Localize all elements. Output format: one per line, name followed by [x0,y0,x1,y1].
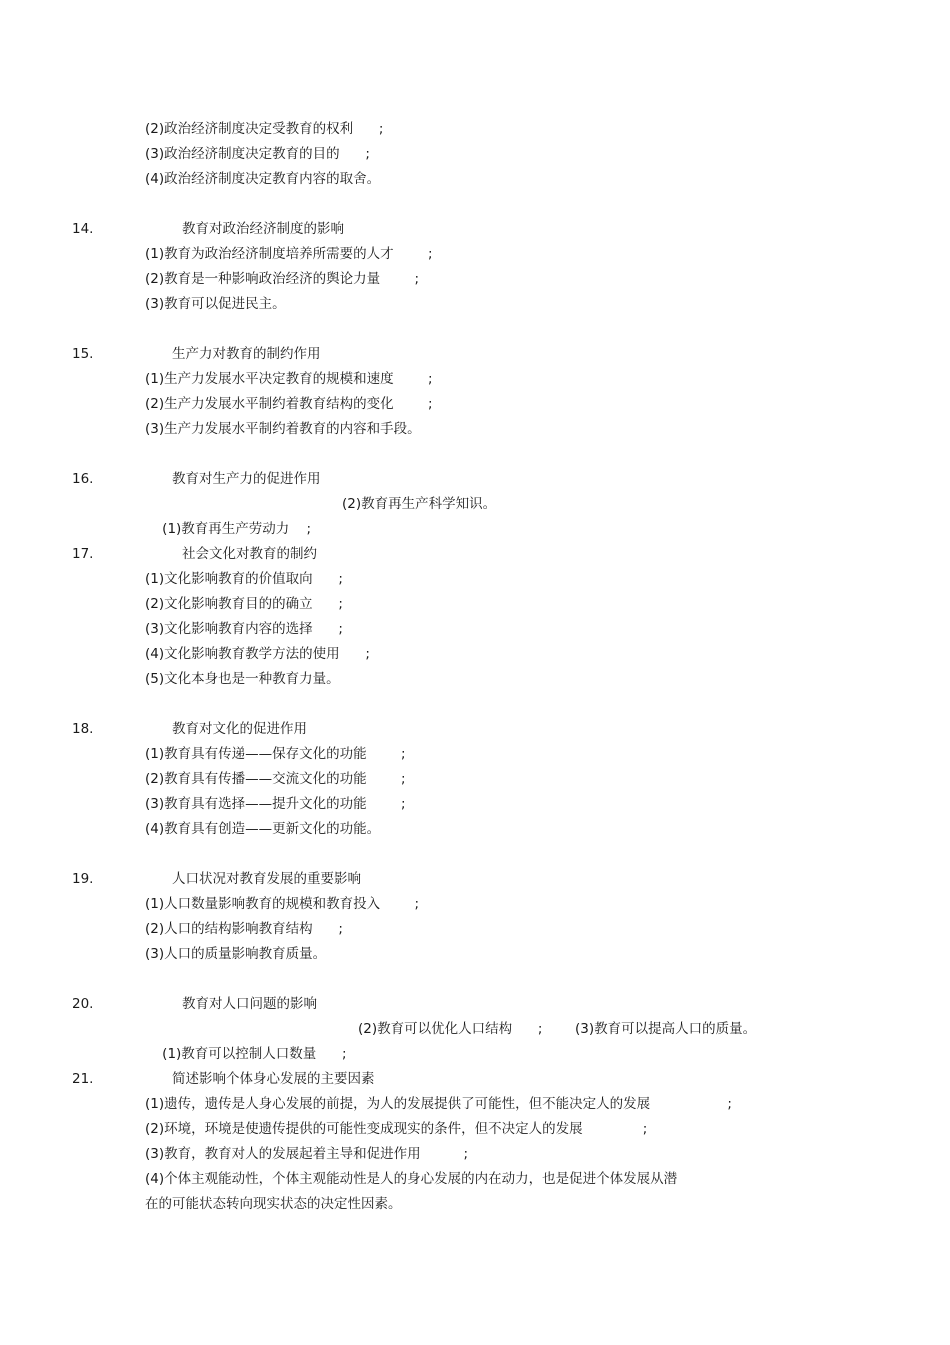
list-item [0,1017,950,1062]
list-item: (2)教育是一种影响政治经济的舆论力量 ; [145,271,420,287]
section-number: 17. [72,546,94,562]
list-item: (1)文化影响教育的价值取向 ; [145,571,343,587]
list-item: (3)教育可以促进民主。 [145,296,286,312]
list-item: (2)政治经济制度决定受教育的权利 ; [145,121,384,137]
section-number: 16. [72,471,94,487]
list-item [0,492,950,537]
list-item: (2)环境，环境是使遗传提供的可能性变成现实的条件，但不决定人的发展 ; [145,1121,648,1137]
section-number: 21. [72,1071,94,1087]
list-item: (3)教育，教育对人的发展起着主导和促进作用 ; [145,1146,469,1162]
section-number: 20. [72,996,94,1012]
section-number: 19. [72,871,94,887]
list-item: (1)生产力发展水平决定教育的规模和速度 ; [145,371,433,387]
document-page [0,117,950,1217]
section-title: 教育对人口问题的影响 [182,996,317,1012]
list-item-part: (1)教育可以控制人口数量 ; [162,1046,347,1062]
list-item-part: (2)教育可以优化人口结构 ; [358,1021,543,1037]
list-item: (2)文化影响教育目的的确立 ; [145,596,343,612]
section-title: 教育对政治经济制度的影响 [182,221,344,237]
list-item: (1)遗传，遗传是人身心发展的前提，为人的发展提供了可能性，但不能决定人的发展 ; [145,1096,732,1112]
section-heading [0,867,950,892]
list-item: (4)教育具有创造——更新文化的功能。 [145,821,381,837]
list-item: (3)文化影响教育内容的选择 ; [145,621,343,637]
list-item: (1)教育具有传递——保存文化的功能 ; [145,746,406,762]
list-item: (3)人口的质量影响教育质量。 [145,946,327,962]
list-item: (2)人口的结构影响教育结构 ; [145,921,343,937]
list-item: (1)教育为政治经济制度培养所需要的人才 ; [145,246,433,262]
list-item-part: (3)教育可以提高人口的质量。 [575,1021,757,1037]
list-item: (3)生产力发展水平制约着教育的内容和手段。 [145,421,421,437]
section-title: 简述影响个体身心发展的主要因素 [172,1071,375,1087]
list-item: (3)政治经济制度决定教育的目的 ; [145,146,370,162]
list-item: (2)教育具有传播——交流文化的功能 ; [145,771,406,787]
list-item: (2)生产力发展水平制约着教育结构的变化 ; [145,396,433,412]
list-item: (5)文化本身也是一种教育力量。 [145,671,340,687]
list-item: (3)教育具有选择——提升文化的功能 ; [145,796,406,812]
list-item: (1)人口数量影响教育的规模和教育投入 ; [145,896,420,912]
section-number: 14. [72,221,94,237]
section-title: 教育对生产力的促进作用 [172,471,321,487]
list-item-part: (2)教育再生产科学知识。 [342,496,497,512]
list-item: (4)个体主观能动性，个体主观能动性是人的身心发展的内在动力，也是促进个体发展从潜 [145,1171,678,1187]
section-heading [0,217,950,242]
section-number: 18. [72,721,94,737]
section-heading [0,717,950,742]
list-item-part: (1)教育再生产劳动力 ; [162,521,312,537]
section-heading [0,342,950,367]
list-item: 在的可能状态转向现实状态的决定性因素。 [145,1196,402,1212]
section-title: 教育对文化的促进作用 [172,721,307,737]
section-title: 生产力对教育的制约作用 [172,346,321,362]
list-item: (4)文化影响教育教学方法的使用 ; [145,646,370,662]
list-item: (4)政治经济制度决定教育内容的取舍。 [145,171,381,187]
section-heading [0,1067,950,1092]
section-heading [0,992,950,1017]
section-title: 社会文化对教育的制约 [182,546,317,562]
section-heading [0,467,950,492]
section-number: 15. [72,346,94,362]
section-title: 人口状况对教育发展的重要影响 [172,871,361,887]
section-heading [0,542,950,567]
